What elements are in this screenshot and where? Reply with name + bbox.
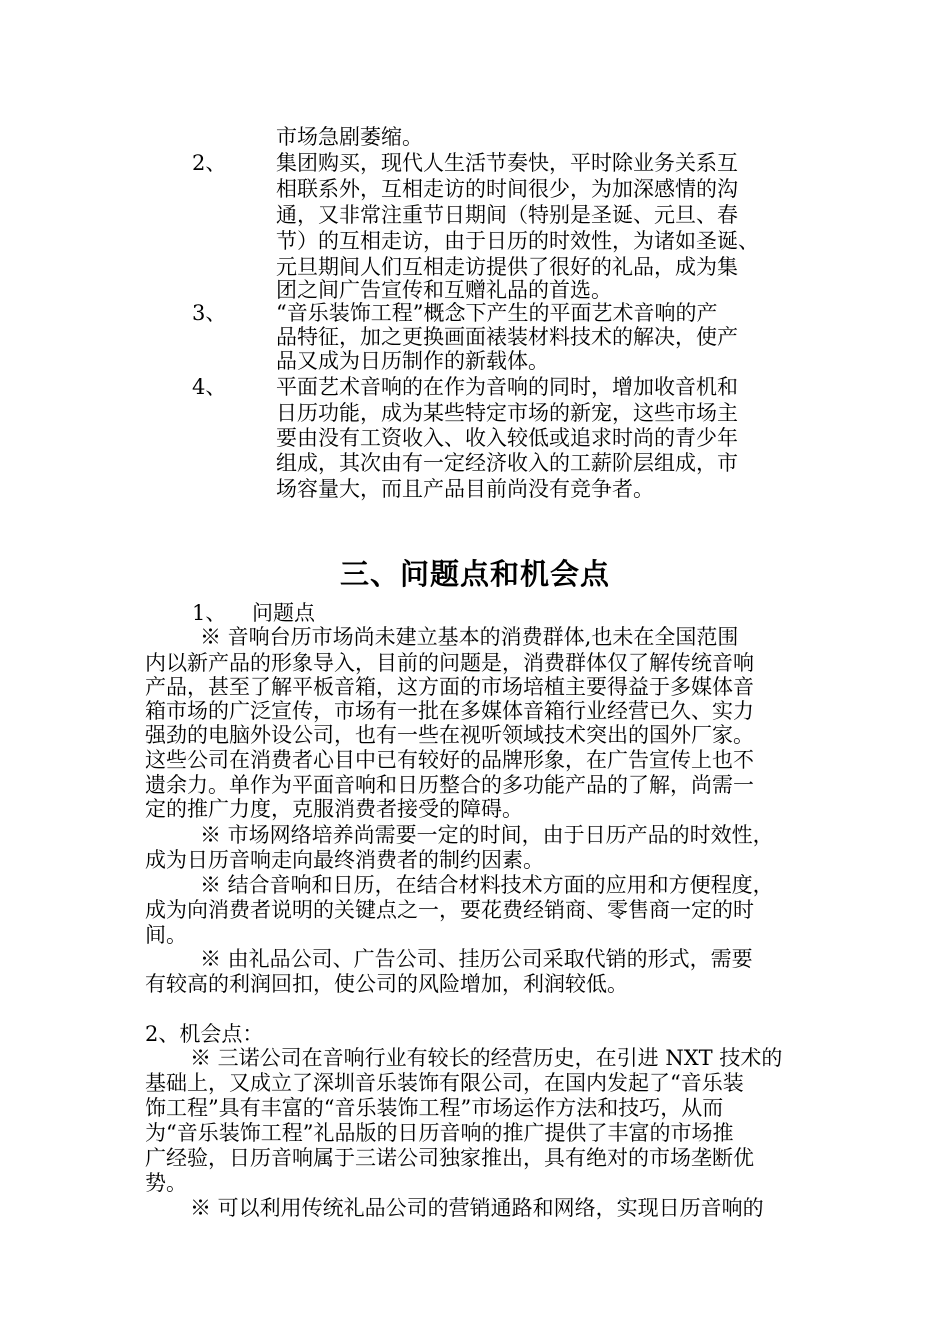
list-item-4-line: 组成，其次由有一定经济收入的工薪阶层组成，市 (276, 451, 738, 475)
problem-paragraph-1-line: 产品，甚至了解平板音箱，这方面的市场培植主要得益于多媒体音 (145, 675, 754, 699)
problem-paragraph-2-line: 成为日历音响走向最终消费者的制约因素。 (145, 848, 544, 872)
problem-paragraph-4-line: ※ 由礼品公司、广告公司、挂历公司采取代销的形式，需要 (200, 947, 753, 971)
list-item-2-line: 节）的互相走访，由于日历的时效性，为诸如圣诞、 (276, 229, 759, 253)
list-item-2-line: 元旦期间人们互相走访提供了很好的礼品，成为集 (276, 255, 738, 279)
problem-paragraph-1-line: ※ 音响台历市场尚未建立基本的消费群体,也未在全国范围 (200, 625, 739, 649)
opportunity-paragraph-1-line: 饰工程”具有丰富的“音乐装饰工程”市场运作方法和技巧，从而 (145, 1096, 724, 1120)
list-item-2-line: 通，又非常注重节日期间（特别是圣诞、元旦、春 (276, 203, 738, 227)
problem-paragraph-3-line: ※ 结合音响和日历，在结合材料技术方面的应用和方便程度， (200, 873, 774, 897)
problem-paragraph-3-line: 成为向消费者说明的关键点之一，要花费经销商、零售商一定的时 (145, 898, 754, 922)
opportunity-paragraph-1-line: 为“音乐装饰工程”礼品版的日历音响的推广提供了丰富的市场推 (145, 1121, 734, 1145)
list-item-4-line: 日历功能，成为某些特定市场的新宠，这些市场主 (276, 401, 738, 425)
problems-title: 问题点 (252, 601, 315, 625)
list-item-4-line: 要由没有工资收入、收入较低或追求时尚的青少年 (276, 426, 738, 450)
opportunity-paragraph-1-line: 广经验，日历音响属于三诺公司独家推出，具有绝对的市场垄断优 (145, 1146, 754, 1170)
opportunity-paragraph-1-line: 势。 (145, 1171, 187, 1195)
list-item-3-line: 品特征，加之更换画面裱装材料技术的解决，使产 (276, 325, 738, 349)
section-heading: 三、问题点和机会点 (339, 557, 610, 591)
list-item-4-line: 平面艺术音响的在作为音响的同时，增加收音机和 (276, 375, 738, 399)
problem-paragraph-3-line: 间。 (145, 923, 187, 947)
list-number-4: 4、 (192, 375, 227, 399)
list-item-2-line: 相联系外，互相走访的时间很少，为加深感情的沟 (276, 177, 738, 201)
problem-paragraph-1-line: 强劲的电脑外设公司，也有一些在视听领域技术突出的国外厂家。 (145, 723, 754, 747)
opportunity-paragraph-1-line: 基础上，又成立了深圳音乐装饰有限公司，在国内发起了“音乐装 (145, 1071, 744, 1095)
problem-paragraph-1-line: 遗余力。单作为平面音响和日历整合的多功能产品的了解，尚需一 (145, 773, 754, 797)
list-item-2-line: 团之间广告宣传和互赠礼品的首选。 (276, 278, 612, 302)
list-item-3-line: “音乐装饰工程”概念下产生的平面艺术音响的产 (276, 301, 718, 325)
list-item-2-line: 集团购买，现代人生活节奏快，平时除业务关系互 (276, 151, 738, 175)
list-number-2: 2、 (192, 151, 227, 175)
opportunity-paragraph-1-line: ※ 三诺公司在音响行业有较长的经营历史，在引进 NXT 技术的 (190, 1046, 783, 1070)
problem-paragraph-1-line: 内以新产品的形象导入，目前的问题是，消费群体仅了解传统音响 (145, 651, 754, 675)
list-number-3: 3、 (192, 301, 227, 325)
problem-paragraph-1-line: 箱市场的广泛宣传，市场有一批在多媒体音箱行业经营已久、实力 (145, 699, 754, 723)
problem-paragraph-1-line: 这些公司在消费者心目中已有较好的品牌形象，在广告宣传上也不 (145, 748, 754, 772)
list-item-3-line: 品又成为日历制作的新载体。 (276, 349, 549, 373)
opportunities-title: 2、机会点： (145, 1022, 264, 1046)
problem-paragraph-4-line: 有较高的利润回扣，使公司的风险增加，利润较低。 (145, 972, 628, 996)
list-continued-line: 市场急剧萎缩。 (276, 125, 423, 149)
problem-paragraph-1-line: 定的推广力度，克服消费者接受的障碍。 (145, 797, 523, 821)
opportunity-paragraph-2-line: ※ 可以利用传统礼品公司的营销通路和网络，实现日历音响的 (190, 1196, 764, 1220)
problems-number: 1、 (192, 601, 227, 625)
problem-paragraph-2-line: ※ 市场网络培养尚需要一定的时间，由于日历产品的时效性， (200, 823, 774, 847)
list-item-4-line: 场容量大，而且产品目前尚没有竞争者。 (276, 477, 654, 501)
